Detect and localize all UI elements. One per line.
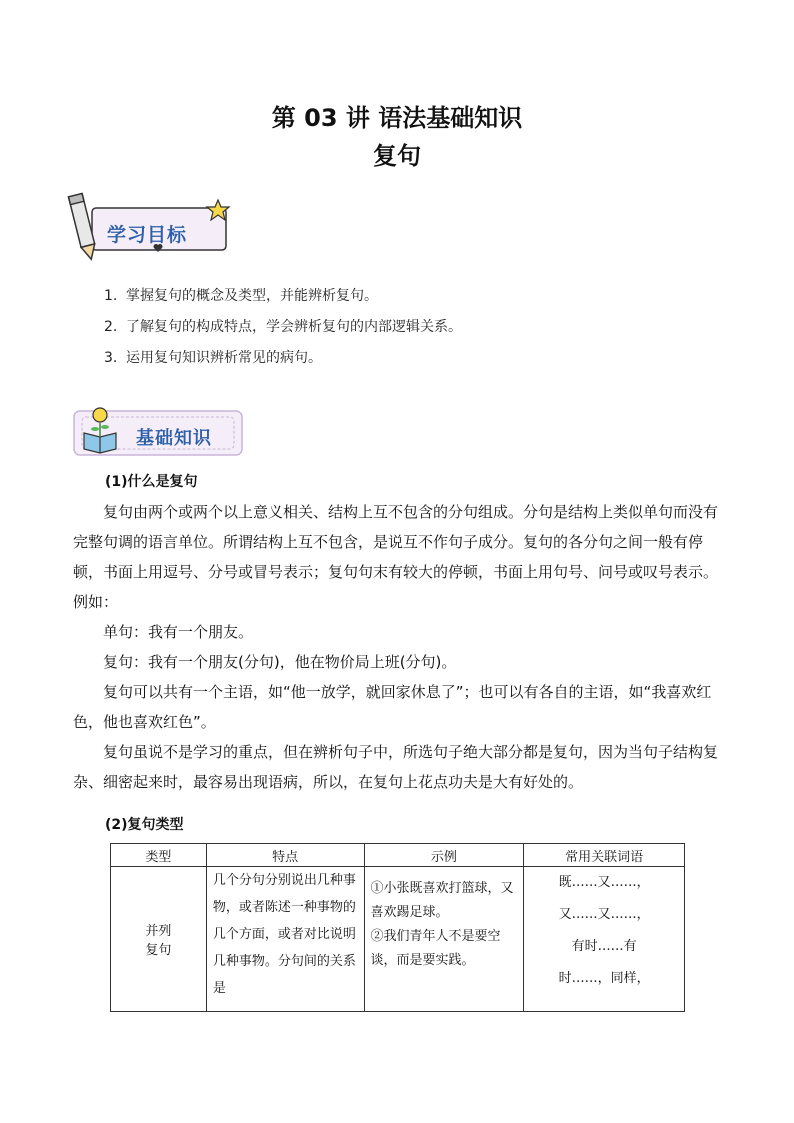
- type-text: 并列 复句: [145, 924, 172, 958]
- paragraph: 单句：我有一个朋友。: [103, 623, 254, 641]
- conjunction-item: 又……又……，: [558, 907, 650, 922]
- table-header-row: [111, 844, 685, 867]
- type-cell: [111, 867, 207, 1012]
- section-heading: (2)复句类型: [105, 817, 184, 833]
- section-body: [73, 497, 723, 797]
- section-heading: (1)什么是复句: [105, 474, 198, 490]
- example-item: ②我们青年人不是要空谈，而是要实践。: [370, 929, 501, 968]
- page-title-line2: 复句: [373, 142, 421, 170]
- paragraph: 复句虽说不是学习的重点，但在辨析句子中，所选句子绝大部分都是复句，因为当句子结构复杂、细密起来时，最容易出现语病，所以，在复句上花点功夫是大有好处的。: [73, 743, 719, 791]
- table-row: [111, 867, 685, 1012]
- example-cell: [364, 867, 524, 1012]
- paragraph: 复句由两个或两个以上意义相关、结构上互不包含的分句组成。分句是结构上类似单句而没有完整句调的语言单位。所谓结构上互不包含，是说互不作句子成分。复句的各分句之间一般有停顿，书面上用逗号、分号或冒号表示；复句句末有较大的停顿，书面上用句号、问号或叹号表示。例如：: [73, 503, 719, 611]
- objective-item: 3. 运用复句知识辨析常见的病句。: [104, 350, 322, 366]
- sentence-types-table: [110, 843, 685, 1012]
- knowledge-label: 基础知识: [136, 428, 212, 449]
- objective-item: 2. 了解复句的构成特点，学会辨析复句的内部逻辑关系。: [104, 319, 462, 335]
- table-header: 特点: [206, 844, 364, 867]
- objective-item: 1. 掌握复句的概念及类型，并能辨析复句。: [104, 288, 378, 304]
- table-header: 常用关联词语: [524, 844, 685, 867]
- table-header: 示例: [364, 844, 524, 867]
- paragraph: 复句：我有一个朋友(分句)，他在物价局上班(分句)。: [103, 653, 457, 671]
- table-header: 类型: [111, 844, 207, 867]
- objectives-label: 学习目标: [107, 224, 188, 246]
- conjunction-item: 时……，同样，: [558, 971, 650, 986]
- conjunction-cell: [524, 867, 685, 1012]
- conjunction-item: 有时……有: [571, 939, 637, 954]
- page-title-line1: 第 03 讲 语法基础知识: [271, 104, 523, 132]
- conjunction-item: 既……又……，: [558, 875, 650, 890]
- example-item: ①小张既喜欢打篮球，又喜欢踢足球。: [370, 881, 514, 920]
- paragraph: 复句可以共有一个主语，如“他一放学，就回家休息了”；也可以有各自的主语，如“我喜欢红色，他也喜欢红色”。: [73, 683, 712, 731]
- feature-cell: 几个分句分别说出几种事物，或者陈述一种事物的几个方面，或者对比说明几种事物。分句间的关系是: [206, 867, 364, 1012]
